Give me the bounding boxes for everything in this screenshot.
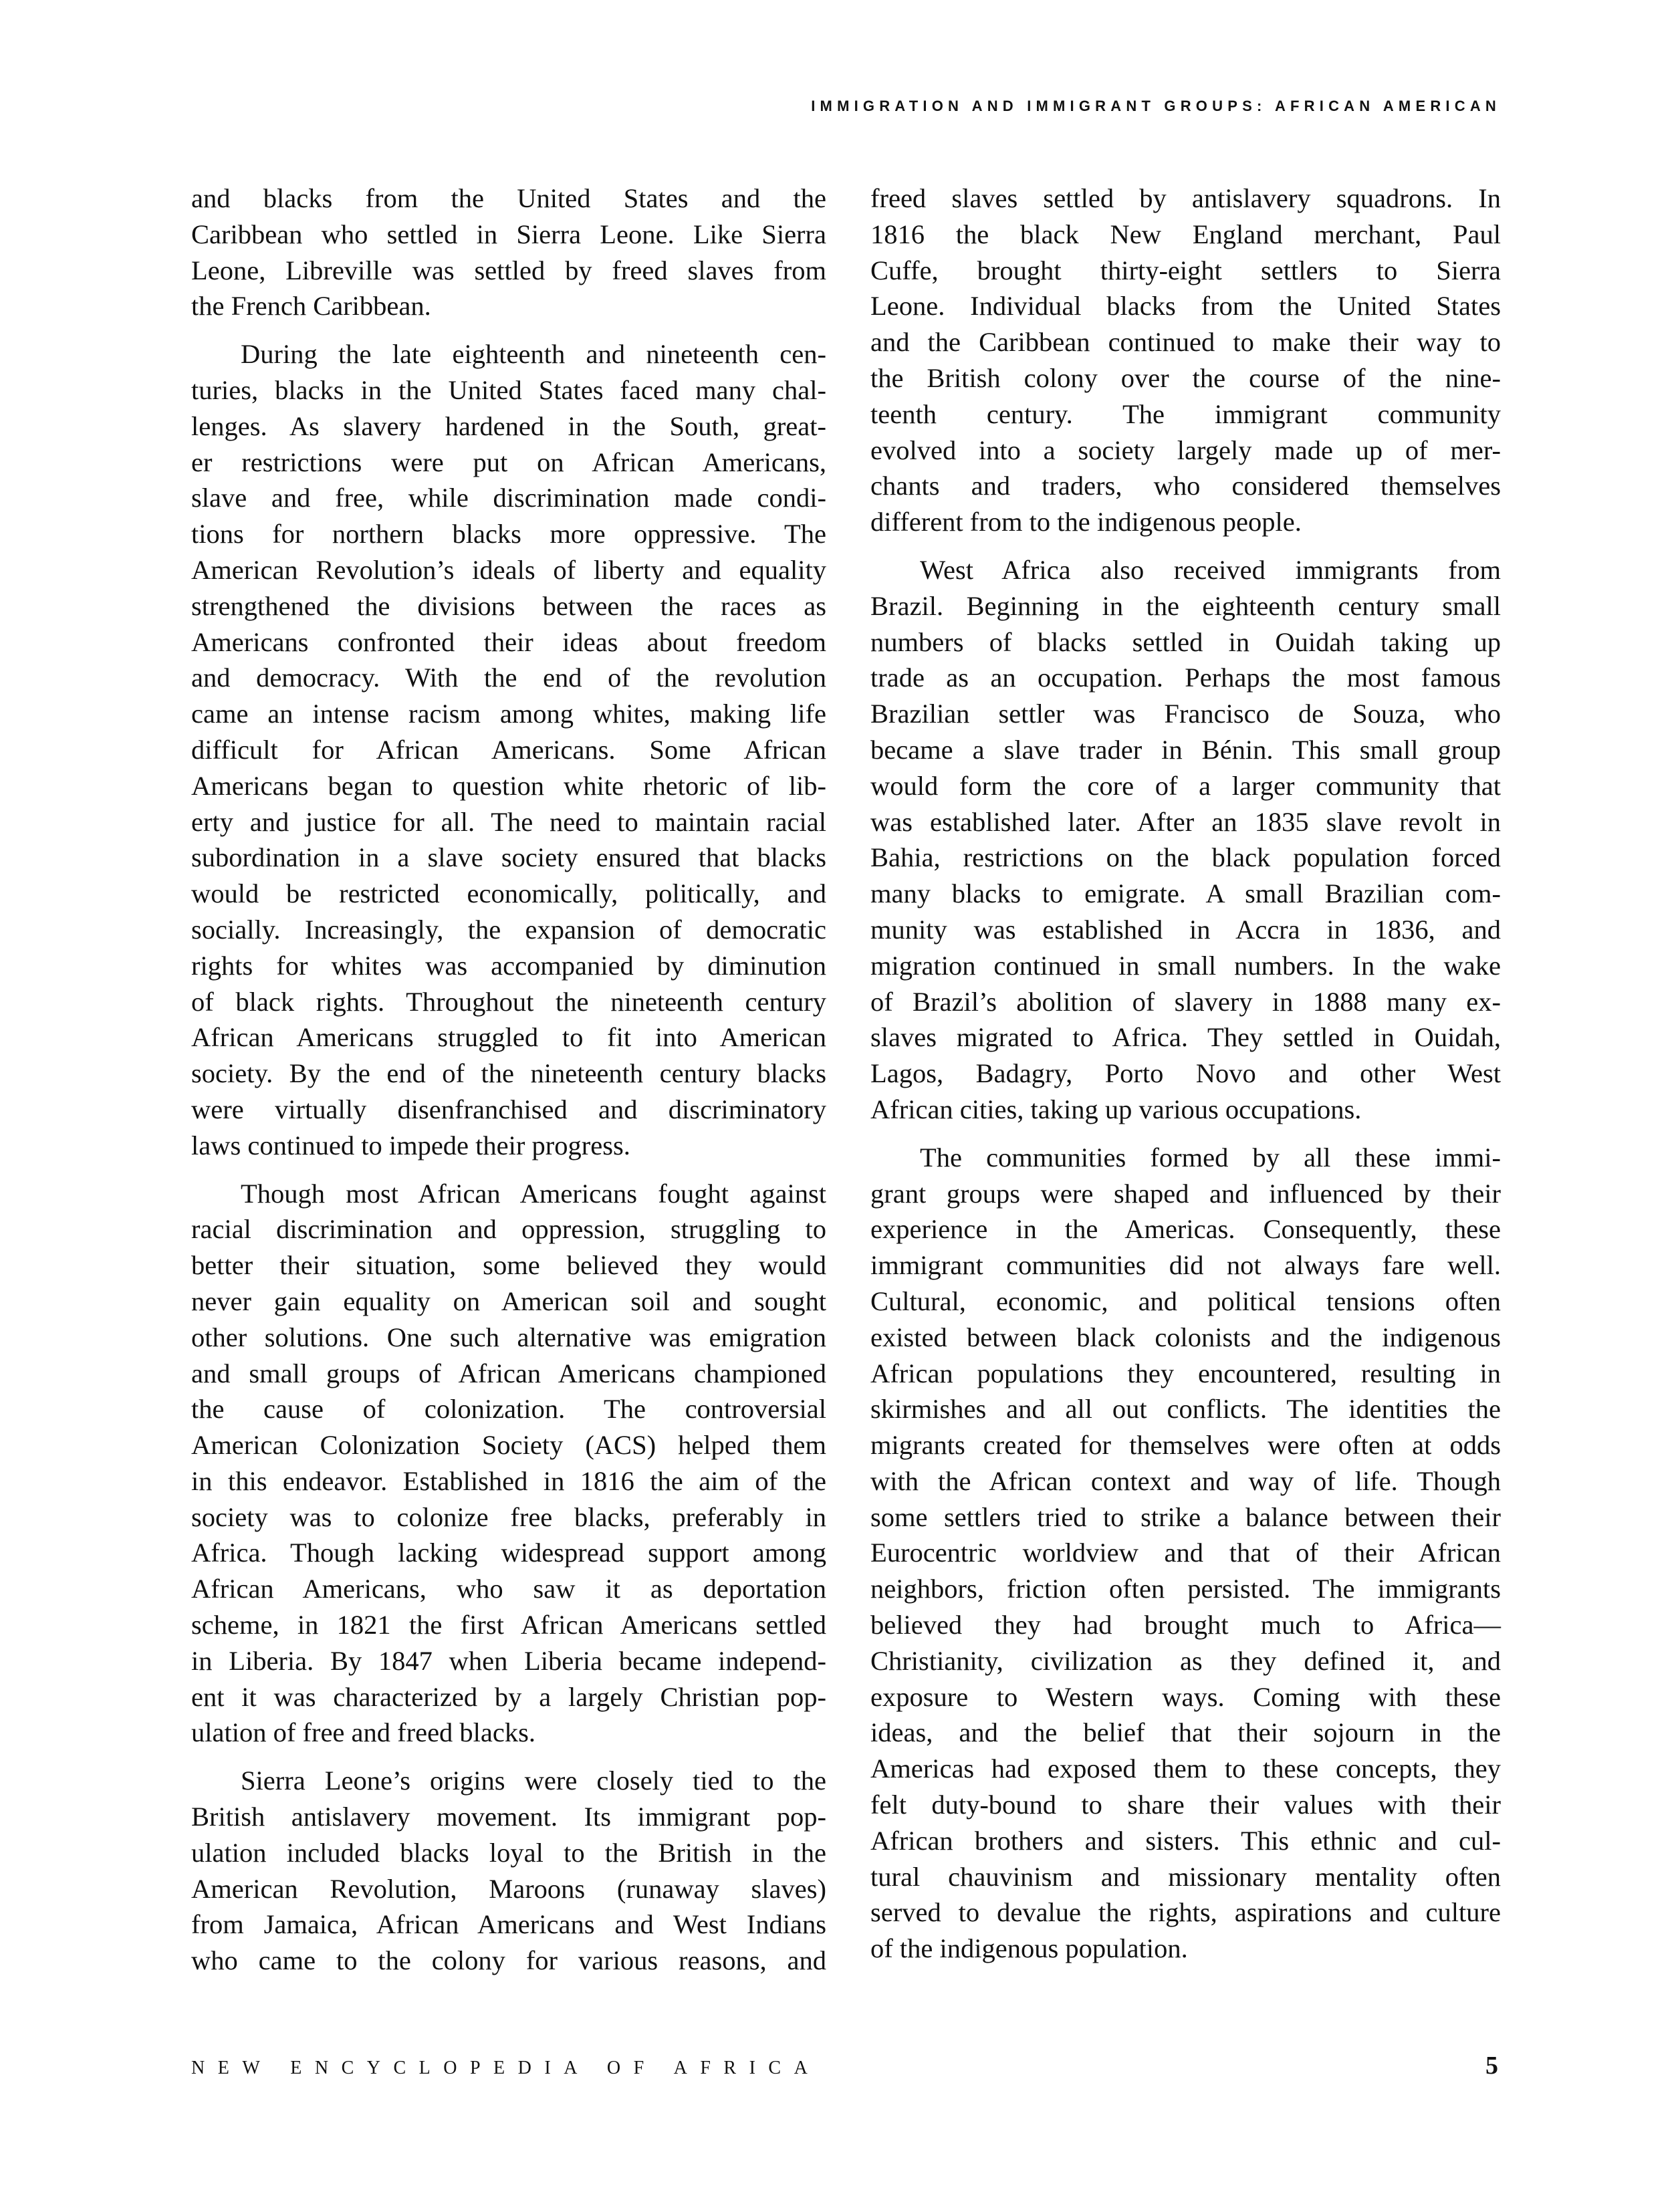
text-line: American Revolution, Maroons (runaway slaves) [191,1873,826,1904]
text-line: Though most African Americans fought against [241,1178,826,1209]
text-column-left [191,180,826,1991]
text-line: better their situation, some believed they would [191,1250,826,1281]
text-line: munity was established in Accra in 1836, and [870,914,1501,945]
text-line: the cause of colonization. The controversial [191,1394,826,1425]
text-line: other solutions. One such alternative was emigration [191,1322,826,1352]
text-line: society was to colonize free blacks, preferably in [191,1501,826,1532]
text-line: strengthened the divisions between the races as [191,590,826,621]
text-line: Americans confronted their ideas about freedom [191,626,826,657]
text-line: evolved into a society largely made up of mer- [870,435,1501,465]
text-line: served to devalue the rights, aspirations and culture [870,1897,1501,1928]
text-line: difficult for African Americans. Some African [191,734,826,765]
text-line: grant groups were shaped and influenced by their [870,1178,1501,1209]
text-line: from Jamaica, African Americans and West Indians [191,1909,826,1940]
text-line: were virtually disenfranchised and discriminatory [191,1094,826,1124]
text-line: The communities formed by all these immi- [920,1142,1501,1173]
text-line: existed between black colonists and the indigenous [870,1322,1501,1352]
text-line: of Brazil’s abolition of slavery in 1888 many ex- [870,986,1501,1017]
text-line: scheme, in 1821 the first African Americans settled [191,1610,826,1640]
text-line: and democracy. With the end of the revolution [191,662,826,693]
text-line: Caribbean who settled in Sierra Leone. Like Sierra [191,219,826,249]
text-line: and blacks from the United States and the [191,183,826,213]
text-line: of black rights. Throughout the nineteenth century [191,986,826,1017]
text-line: turies, blacks in the United States faced many chal- [191,374,826,405]
text-line: Cuffe, brought thirty-eight settlers to Sierra [870,255,1501,285]
text-line: British antislavery movement. Its immigrant pop- [191,1802,826,1832]
text-line: Leone, Libreville was settled by freed slaves from [191,255,826,285]
text-line: exposure to Western ways. Coming with these [870,1681,1501,1712]
text-line: some settlers tried to strike a balance between their [870,1501,1501,1532]
text-line: racial discrimination and oppression, struggling to [191,1214,826,1245]
text-line: experience in the Americas. Consequently, these [870,1214,1501,1245]
paragraph [870,180,1501,540]
text-line: ent it was characterized by a largely Christian pop- [191,1681,826,1712]
text-line: socially. Increasingly, the expansion of democratic [191,914,826,945]
text-line: Brazil. Beginning in the eighteenth century small [870,590,1501,621]
text-line: Sierra Leone’s origins were closely tied to the [241,1765,826,1796]
footer-book-title: NEW ENCYCLOPEDIA OF AFRICA [191,2058,821,2078]
text-line: ulation of free and freed blacks. [191,1717,536,1748]
text-line: migrants created for themselves were often at odds [870,1430,1501,1461]
text-line: Americans began to question white rhetoric of lib- [191,770,826,801]
text-line: During the late eighteenth and nineteenth cen- [241,339,826,370]
text-line: laws continued to impede their progress. [191,1130,630,1160]
text-line: Christianity, civilization as they defined it, and [870,1645,1501,1676]
text-line: trade as an occupation. Perhaps the most famous [870,662,1501,693]
text-line: numbers of blacks settled in Ouidah taking up [870,626,1501,657]
text-line: and small groups of African Americans championed [191,1358,826,1388]
text-line: African Americans struggled to fit into American [191,1022,826,1053]
text-line: tural chauvinism and missionary mentality often [870,1861,1501,1892]
text-line: Lagos, Badagry, Porto Novo and other West [870,1058,1501,1089]
text-line: tions for northern blacks more oppressive. The [191,519,826,549]
text-line: with the African context and way of life. Though [870,1465,1501,1496]
paragraph [870,1140,1501,1967]
text-line: believed they had brought much to Africa— [870,1610,1501,1640]
text-line: ideas, and the belief that their sojourn in the [870,1717,1501,1748]
text-line: of the indigenous population. [870,1933,1188,1964]
text-line: Americas had exposed them to these concepts, they [870,1753,1501,1784]
text-line: teenth century. The immigrant community [870,398,1501,429]
text-line: African brothers and sisters. This ethnic and cul- [870,1825,1501,1856]
text-line: erty and justice for all. The need to maintain racial [191,806,826,837]
text-line: felt duty-bound to share their values with their [870,1790,1501,1820]
running-head: IMMIGRATION AND IMMIGRANT GROUPS: AFRICAN AMERICAN [811,98,1501,114]
text-line: African populations they encountered, resulting in [870,1358,1501,1388]
text-line: immigrant communities did not always fare well. [870,1250,1501,1281]
text-line: came an intense racism among whites, making life [191,699,826,729]
text-line: many blacks to emigrate. A small Brazilian com- [870,878,1501,909]
text-line: would form the core of a larger community that [870,770,1501,801]
text-line: who came to the colony for various reasons, and [191,1945,826,1976]
text-line: in Liberia. By 1847 when Liberia became independ- [191,1645,826,1676]
text-line: 1816 the black New England merchant, Paul [870,219,1501,249]
text-line: the British colony over the course of the nine- [870,362,1501,393]
text-line: slaves migrated to Africa. They settled in Ouidah, [870,1022,1501,1053]
text-line: different from to the indigenous people. [870,507,1302,537]
text-line: West Africa also received immigrants from [920,554,1501,585]
text-line: would be restricted economically, politically, and [191,878,826,909]
text-line: the French Caribbean. [191,291,431,322]
paragraph [191,1763,826,1979]
text-line: American Colonization Society (ACS) helped them [191,1430,826,1461]
text-line: and the Caribbean continued to make their way to [870,327,1501,358]
text-line: neighbors, friction often persisted. The immigrants [870,1574,1501,1604]
text-line: rights for whites was accompanied by diminution [191,950,826,981]
text-line: in this endeavor. Established in 1816 the aim of the [191,1465,826,1496]
paragraph [191,1176,826,1751]
text-line: Cultural, economic, and political tensions often [870,1285,1501,1316]
paragraph [191,336,826,1163]
text-line: American Revolution’s ideals of liberty and equality [191,554,826,585]
text-line: lenges. As slavery hardened in the South, great- [191,410,826,441]
text-line: African cities, taking up various occupations. [870,1094,1362,1124]
text-line: ulation included blacks loyal to the British in the [191,1837,826,1868]
text-line: chants and traders, who considered themselves [870,471,1501,501]
text-line: slave and free, while discrimination made condi- [191,483,826,513]
text-line: Brazilian settler was Francisco de Souza, who [870,699,1501,729]
text-line: Eurocentric worldview and that of their African [870,1538,1501,1568]
text-line: er restrictions were put on African Americans, [191,447,826,477]
text-line: subordination in a slave society ensured that blacks [191,842,826,873]
text-line: skirmishes and all out conflicts. The identities the [870,1394,1501,1425]
paragraph [191,180,826,324]
text-line: society. By the end of the nineteenth century blacks [191,1058,826,1089]
text-line: African Americans, who saw it as deportation [191,1574,826,1604]
text-line: never gain equality on American soil and sought [191,1285,826,1316]
text-line: Leone. Individual blacks from the United States [870,291,1501,322]
paragraph [870,552,1501,1128]
page-number: 5 [1485,2052,1498,2080]
text-line: freed slaves settled by antislavery squadrons. In [870,183,1501,213]
text-line: became a slave trader in Bénin. This small group [870,734,1501,765]
text-column-right [870,180,1501,1979]
text-line: Africa. Though lacking widespread support among [191,1538,826,1568]
text-line: migration continued in small numbers. In the wake [870,950,1501,981]
text-line: Bahia, restrictions on the black population forced [870,842,1501,873]
text-line: was established later. After an 1835 slave revolt in [870,806,1501,837]
